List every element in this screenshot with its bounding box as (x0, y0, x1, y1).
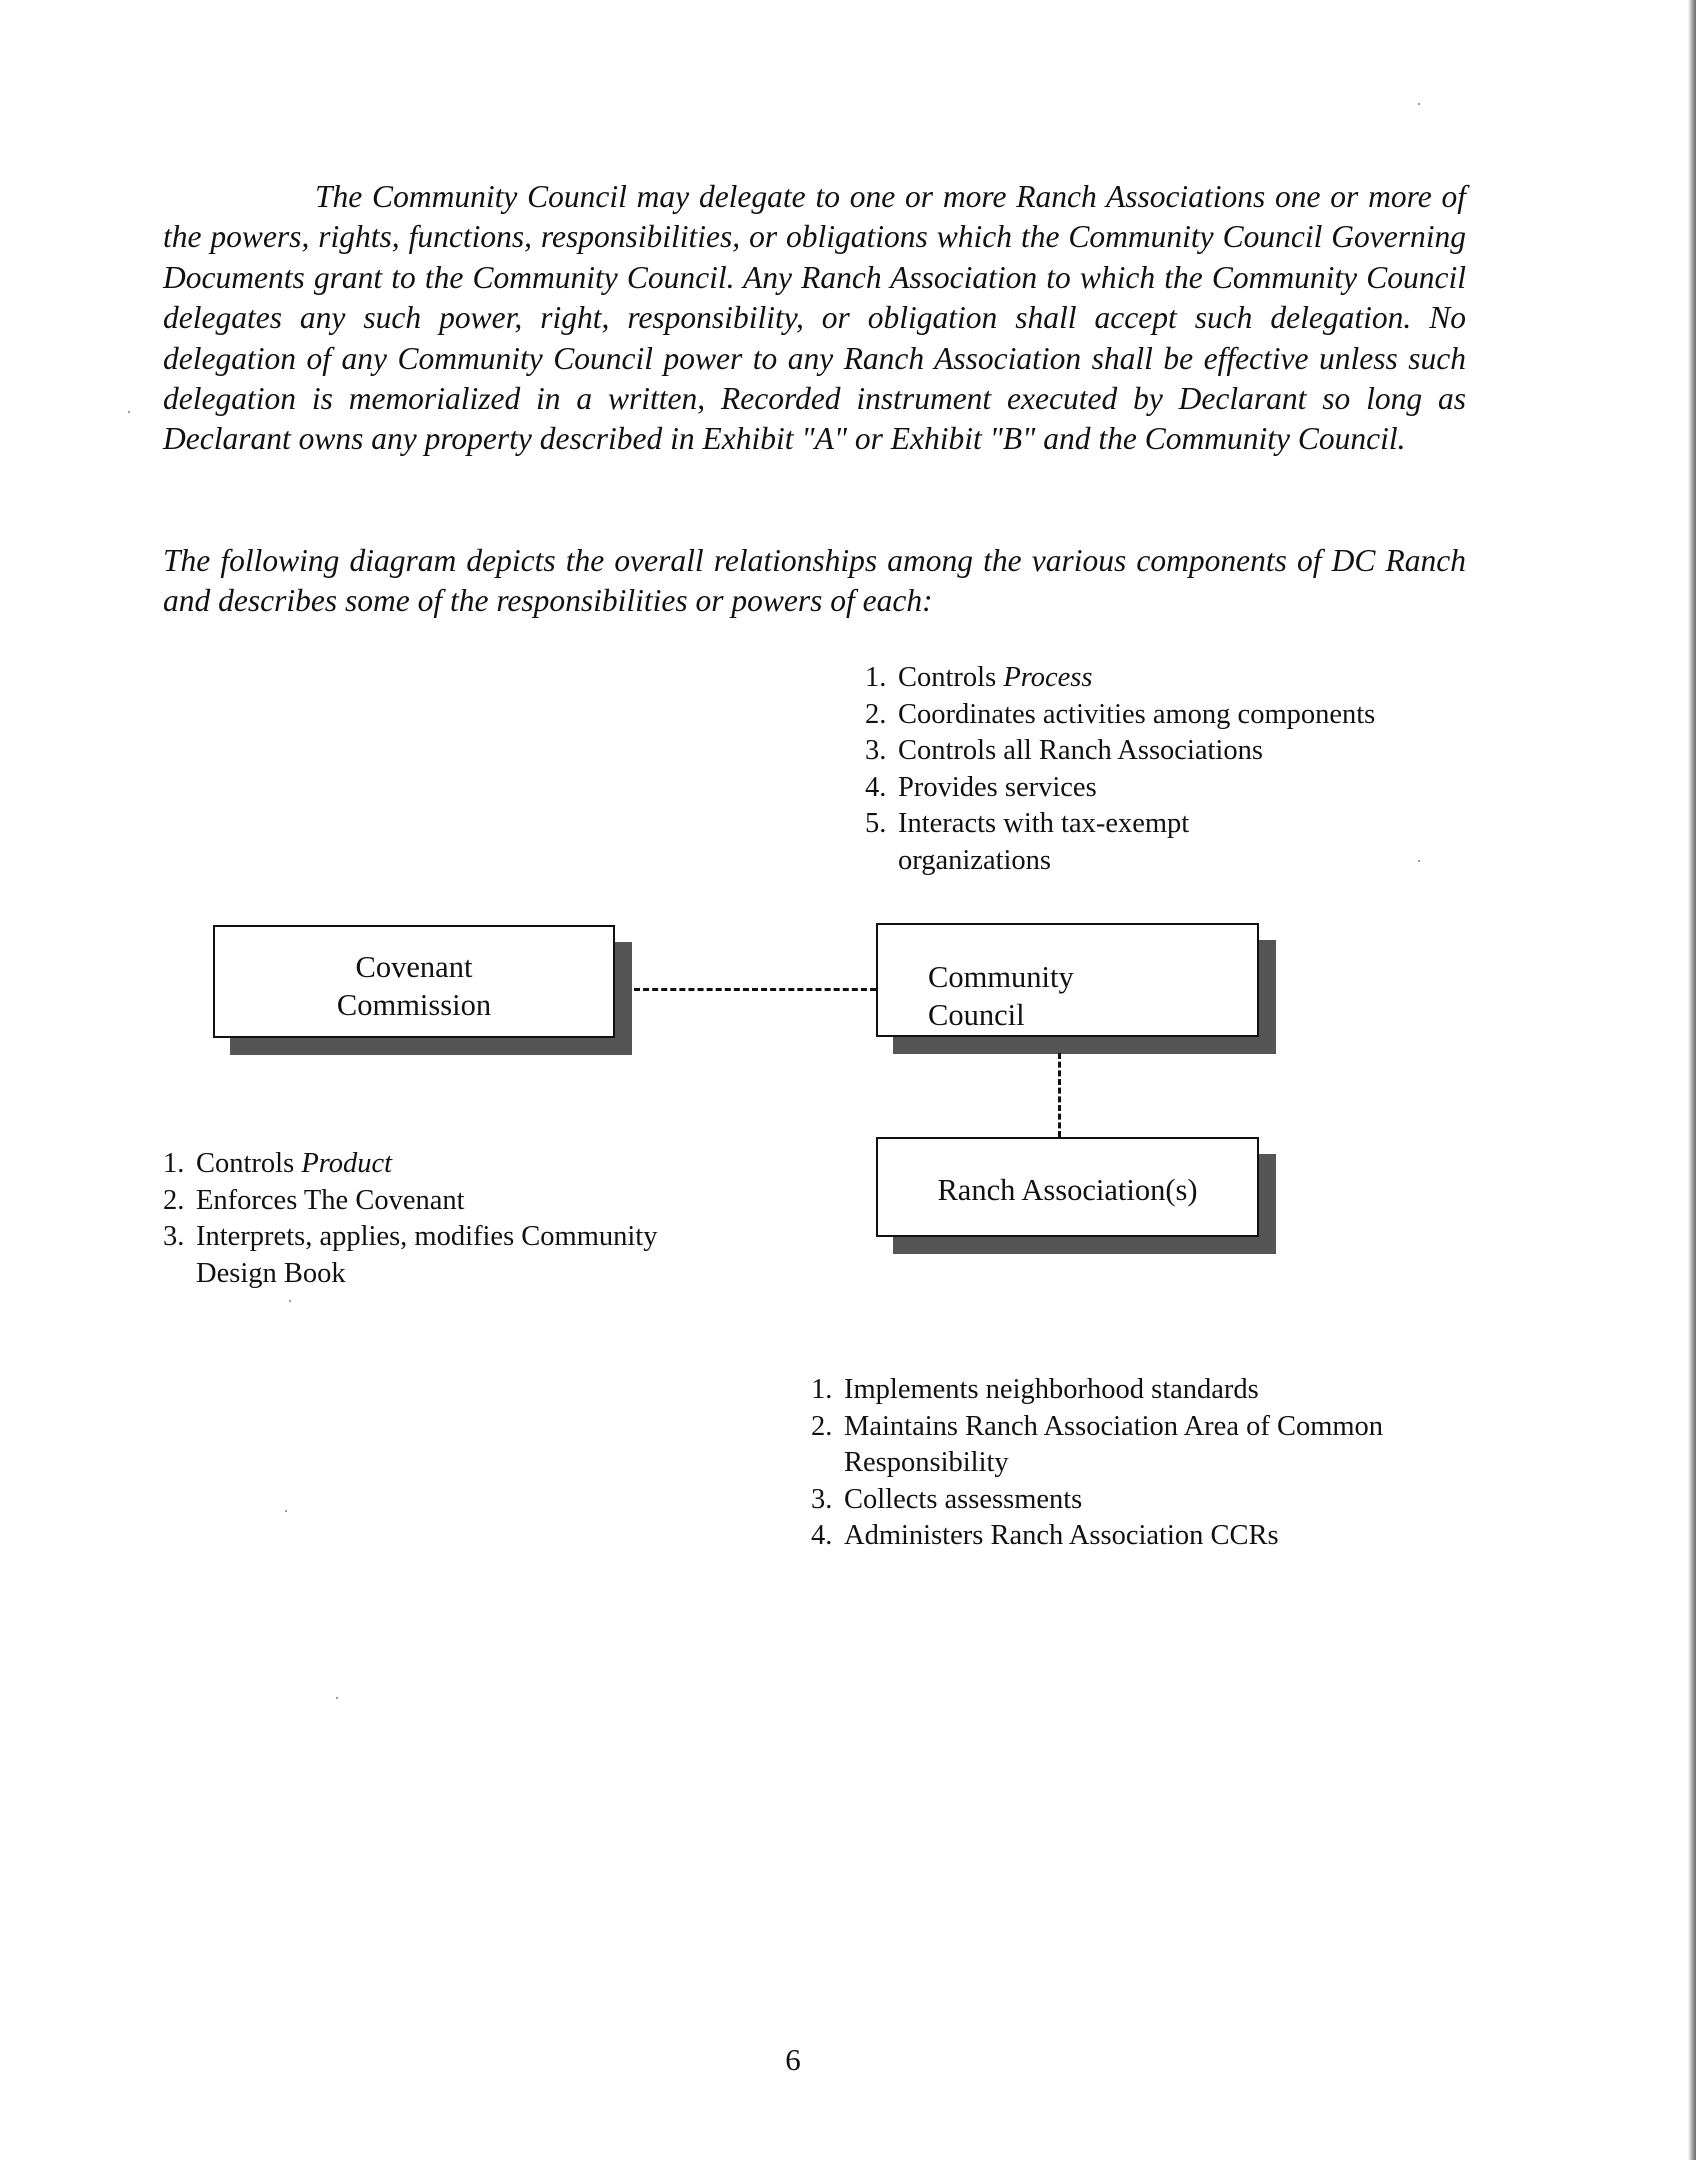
covenant-commission-box (213, 925, 615, 1038)
covenant-commission-responsibilities (163, 1146, 736, 1292)
scan-speck (336, 1697, 338, 1699)
list-item-text: Interacts with tax-exempt organizations (898, 808, 1190, 876)
list-item (865, 770, 1478, 807)
list-item-text: Enforces The Covenant (196, 1184, 465, 1216)
scan-speck (1418, 103, 1420, 105)
list-item (811, 1409, 1384, 1482)
list-item-text: Administers Ranch Association CCRs (844, 1520, 1279, 1552)
list-item-text: Controls all Ranch Associations (898, 735, 1263, 767)
box-label-line: Council (928, 998, 1025, 1032)
list-item (865, 697, 1478, 734)
ranch-association-box (876, 1137, 1259, 1237)
box-label-line: Covenant (355, 950, 473, 984)
list-item-number: 2. (811, 1410, 833, 1442)
list-item-emphasis: Product (301, 1148, 393, 1179)
list-item-number: 2. (163, 1184, 185, 1216)
list-item (811, 1518, 1404, 1555)
community-council-box (876, 923, 1259, 1037)
scan-speck (285, 1510, 287, 1512)
list-item (865, 733, 1478, 770)
list-item (865, 660, 1478, 697)
list-item-number: 4. (811, 1520, 833, 1552)
connector-council-to-ranch (1058, 1053, 1061, 1137)
list-item-text: Coordinates activities among components (898, 698, 1376, 730)
box-label-line: Commission (336, 988, 492, 1022)
scan-speck (1418, 860, 1420, 862)
list-item-number: 4. (865, 771, 887, 803)
list-item-number: 1. (865, 662, 887, 693)
scan-edge-shadow (1688, 0, 1696, 2160)
list-item-number: 1. (163, 1148, 185, 1179)
list-item-number: 3. (163, 1221, 185, 1253)
list-item-emphasis: Process (1003, 662, 1093, 693)
box-label-line: Community (928, 960, 1074, 994)
list-item (865, 806, 1268, 879)
list-item (811, 1372, 1404, 1409)
list-item-number: 3. (865, 735, 887, 767)
list-item-text: Provides services (898, 771, 1097, 803)
scan-speck (128, 411, 130, 413)
list-item-number: 3. (811, 1483, 833, 1515)
list-item-number: 2. (865, 698, 887, 730)
list-item (811, 1482, 1404, 1519)
community-council-responsibilities (865, 660, 1478, 880)
box-label: Ranch Association(s) (937, 1173, 1198, 1207)
list-item-number: 1. (811, 1374, 833, 1405)
ranch-association-responsibilities (811, 1372, 1404, 1555)
list-item-number: 5. (865, 808, 887, 840)
connector-covenant-to-council (634, 988, 876, 991)
list-item-text: Controls (196, 1148, 302, 1179)
page-number: 6 (785, 2042, 801, 2077)
list-item-text: Implements neighborhood standards (844, 1374, 1259, 1405)
diagram-intro-paragraph: The following diagram depicts the overall relationships among the various components of DC Ranch and describes some of the responsibilities or powers of each: (163, 543, 1466, 619)
list-item-text: Controls (898, 662, 1004, 693)
scan-speck (289, 1300, 291, 1302)
list-item-text: Collects assessments (844, 1483, 1083, 1515)
list-item (163, 1219, 736, 1292)
list-item (163, 1183, 736, 1220)
list-item-text: Interprets, applies, modifies Community Design Book (196, 1221, 658, 1289)
list-item (163, 1146, 736, 1183)
list-item-text: Maintains Ranch Association Area of Common Responsibility (844, 1410, 1384, 1479)
delegation-paragraph: The Community Council may delegate to one or more Ranch Associations one or more of the powers, rights, functions, responsibilities, or obligations which the Community Council Governing Documents grant to the Community Council. Any Ranch Association to which the Community Council delegates any such power, right, responsibility, or obligation shall accept such delegation. No delegation of any Community Council power to any Ranch Association shall be effective unless such delegation is memorialized in a written, Recorded instrument executed by Declarant so long as Declarant owns any property described in Exhibit "A" or Exhibit "B" and the Community Council. (163, 179, 1466, 457)
